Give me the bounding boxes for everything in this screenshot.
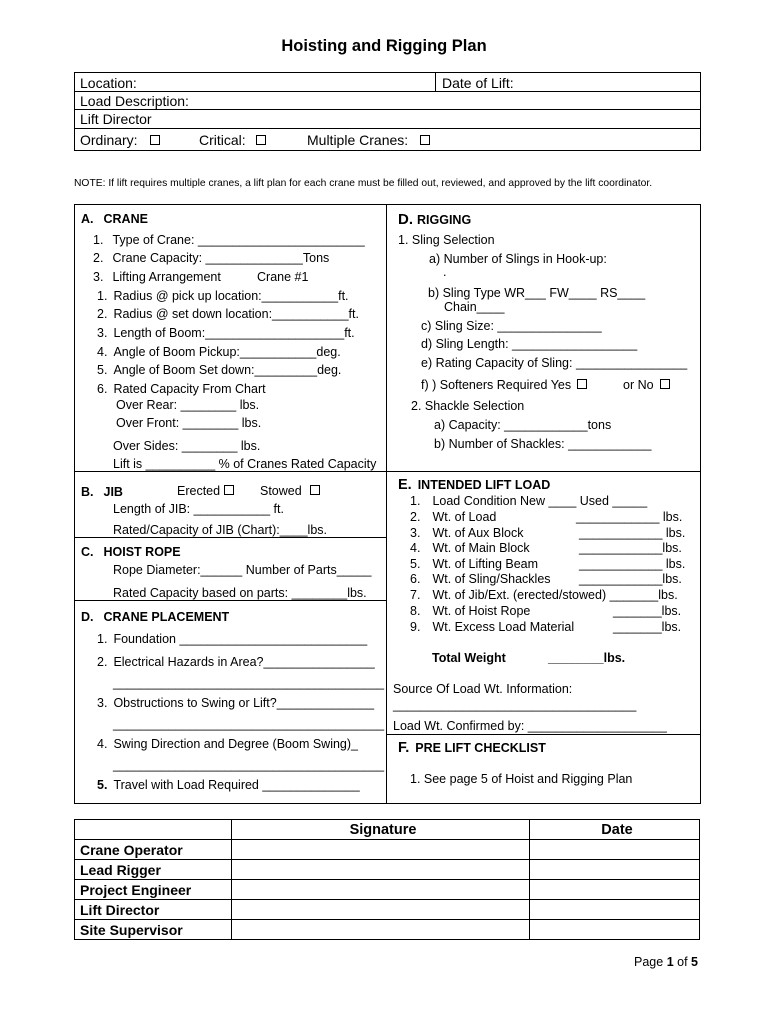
travel-with-load-item[interactable]: 5. Travel with Load Required ______________ — [97, 778, 360, 792]
lift-load-value[interactable]: ____________ lbs. — [579, 526, 686, 540]
electrical-hazards-blank[interactable]: _______________________________________ — [113, 676, 385, 690]
table-row — [75, 840, 700, 860]
rope-rated-capacity-field[interactable]: Rated Capacity based on parts: ________lbs. — [113, 586, 367, 600]
lift-load-item[interactable]: 9. Wt. Excess Load Material — [410, 620, 575, 634]
lift-load-item[interactable]: 5. Wt. of Lifting Beam — [410, 557, 539, 571]
softeners-no-checkbox[interactable] — [660, 379, 670, 389]
swing-direction-blank[interactable]: _______________________________________ — [113, 758, 385, 772]
lift-load-item[interactable]: 7. Wt. of Jib/Ext. (erected/stowed) _______lbs. — [410, 588, 678, 602]
obstructions-blank[interactable]: _______________________________________ — [113, 717, 385, 731]
sling-length-field[interactable]: d) Sling Length: __________________ — [421, 337, 638, 351]
lift-load-value[interactable]: ____________lbs. — [579, 541, 682, 555]
stowed-option[interactable]: Stowed — [260, 485, 320, 498]
source-of-load-weight-label: Source Of Load Wt. Information: — [393, 682, 573, 696]
signature-cell[interactable] — [232, 840, 530, 860]
hoist-rope-section-heading: C. HOIST ROPE — [81, 545, 181, 559]
crane-number-label: Crane #1 — [257, 270, 309, 284]
erected-option[interactable]: Erected — [177, 485, 234, 498]
table-row — [75, 860, 700, 880]
main-column-divider — [386, 204, 387, 804]
date-cell[interactable] — [530, 920, 700, 940]
table-row — [75, 900, 700, 920]
multiple-cranes-option[interactable] — [307, 133, 430, 147]
jib-rated-capacity-field[interactable]: Rated/Capacity of JIB (Chart):____lbs. — [113, 523, 327, 537]
electrical-hazards-item[interactable]: 2. Electrical Hazards in Area?________________ — [97, 655, 375, 669]
date-cell[interactable] — [530, 860, 700, 880]
role-label: Project Engineer — [75, 880, 232, 900]
source-of-load-weight-field[interactable]: ___________________________________ — [393, 698, 637, 712]
role-label: Site Supervisor — [75, 920, 232, 940]
location-field[interactable]: Location: — [80, 75, 137, 91]
rigging-section-heading: D. RIGGING — [398, 211, 472, 228]
date-cell[interactable] — [530, 840, 700, 860]
load-description-field[interactable]: Load Description: — [80, 93, 189, 109]
length-of-jib-field[interactable]: Length of JIB: ___________ ft. — [113, 502, 284, 516]
total-weight-label: Total Weight — [432, 651, 506, 665]
shackle-capacity-field[interactable]: a) Capacity: ____________tons — [434, 418, 612, 432]
length-of-boom-item[interactable]: 3. Length of Boom:____________________ft. — [97, 326, 355, 340]
jib-section-heading: B. JIB — [81, 485, 123, 499]
over-rear-field[interactable]: Over Rear: ________ lbs. — [116, 398, 260, 412]
ordinary-checkbox[interactable] — [150, 135, 160, 145]
date-of-lift-field[interactable]: Date of Lift: — [442, 75, 514, 91]
lift-load-value[interactable]: ____________ lbs. — [576, 510, 683, 524]
multiple-cranes-checkbox[interactable] — [420, 135, 430, 145]
erected-checkbox[interactable] — [224, 485, 234, 495]
date-cell[interactable] — [530, 880, 700, 900]
ordinary-label: Ordinary: — [80, 132, 138, 148]
lift-director-field[interactable]: Lift Director — [80, 111, 152, 127]
pre-lift-checklist-heading: F. PRE LIFT CHECKLIST — [398, 740, 546, 756]
number-of-shackles-field[interactable]: b) Number of Shackles: ____________ — [434, 437, 652, 451]
signature-cell[interactable] — [232, 860, 530, 880]
number-of-slings-field[interactable]: a) Number of Slings in Hook-up: — [429, 252, 607, 266]
sling-selection-item: 1. Sling Selection — [398, 233, 495, 247]
lift-load-item[interactable]: 6. Wt. of Sling/Shackles — [410, 572, 551, 586]
table-row — [75, 920, 700, 940]
critical-option[interactable] — [199, 133, 266, 147]
signature-cell[interactable] — [232, 900, 530, 920]
lifting-arrangement-item: 3. Lifting Arrangement — [93, 270, 221, 284]
over-sides-field[interactable]: Over Sides: ________ lbs. — [113, 439, 261, 453]
table-header-row — [75, 820, 700, 840]
lift-is-field[interactable]: Lift is __________ % of Cranes Rated Capacity — [113, 457, 377, 471]
softeners-yes-checkbox[interactable] — [577, 379, 587, 389]
rope-diameter-field[interactable]: Rope Diameter:______ Number of Parts_____ — [113, 563, 372, 577]
total-weight-field[interactable]: ________lbs. — [548, 651, 626, 665]
type-of-crane-item[interactable]: 1. Type of Crane: ________________________ — [93, 233, 365, 247]
swing-direction-item[interactable]: 4. Swing Direction and Degree (Boom Swing)_ — [97, 737, 358, 751]
lift-load-value[interactable]: ____________lbs. — [579, 572, 682, 586]
radius-setdown-item[interactable]: 2. Radius @ set down location:___________ft. — [97, 307, 359, 321]
lift-load-value[interactable]: _______lbs. — [613, 604, 682, 618]
sling-size-field[interactable]: c) Sling Size: _______________ — [421, 319, 602, 333]
sling-rating-capacity-field[interactable]: e) Rating Capacity of Sling: ________________ — [421, 356, 688, 370]
critical-checkbox[interactable] — [256, 135, 266, 145]
softeners-required-item[interactable]: f) ) Softeners Required Yes — [421, 379, 587, 392]
date-cell[interactable] — [530, 900, 700, 920]
radius-pickup-item[interactable]: 1. Radius @ pick up location:___________ft. — [97, 289, 349, 303]
signature-table — [74, 819, 700, 940]
signature-cell[interactable] — [232, 920, 530, 940]
lift-load-value[interactable]: _______lbs. — [613, 620, 682, 634]
critical-label: Critical: — [199, 132, 246, 148]
signature-column-header: Signature — [232, 820, 530, 840]
foundation-item[interactable]: 1. Foundation ___________________________ — [97, 632, 368, 646]
lift-load-item[interactable]: 8. Wt. of Hoist Rope — [410, 604, 531, 618]
lift-load-value[interactable]: ____________ lbs. — [579, 557, 686, 571]
multiple-cranes-note: NOTE: If lift requires multiple cranes, a lift plan for each crane must be filled out, reviewed, and approved by the lift coordinator. — [74, 178, 653, 189]
sling-type-field[interactable]: b) Sling Type WR___ FW____ RS____ — [428, 286, 646, 300]
stowed-checkbox[interactable] — [310, 485, 320, 495]
signature-cell[interactable] — [232, 880, 530, 900]
multiple-cranes-label: Multiple Cranes: — [307, 132, 409, 148]
role-label: Lead Rigger — [75, 860, 232, 880]
table-row — [75, 880, 700, 900]
angle-boom-pickup-item[interactable]: 4. Angle of Boom Pickup:___________deg. — [97, 345, 341, 359]
lift-load-item[interactable]: 2. Wt. of Load — [410, 510, 497, 524]
date-column-header: Date — [530, 820, 700, 840]
sling-chain-field[interactable]: Chain____ — [444, 300, 505, 314]
crane-placement-section-heading: D. CRANE PLACEMENT — [81, 610, 230, 624]
page-number: Page 1 of 5 — [634, 955, 698, 969]
rated-capacity-chart-item: 6. Rated Capacity From Chart — [97, 382, 266, 396]
slings-dot: . — [443, 265, 447, 279]
over-front-field[interactable]: Over Front: ________ lbs. — [116, 416, 262, 430]
role-label: Crane Operator — [75, 840, 232, 860]
softeners-no-option[interactable]: or No — [623, 379, 670, 392]
lift-load-item[interactable]: 1. Load Condition New ____ Used _____ — [410, 494, 648, 508]
lift-load-section-heading: E. INTENDED LIFT LOAD — [398, 477, 551, 493]
lift-load-item[interactable]: 4. Wt. of Main Block — [410, 541, 530, 555]
load-weight-confirmed-field[interactable]: Load Wt. Confirmed by: ____________________ — [393, 719, 667, 733]
obstructions-item[interactable]: 3. Obstructions to Swing or Lift?______________ — [97, 696, 375, 710]
shackle-selection-item: 2. Shackle Selection — [411, 399, 525, 413]
angle-boom-setdown-item[interactable]: 5. Angle of Boom Set down:_________deg. — [97, 363, 342, 377]
pre-lift-checklist-item: 1. See page 5 of Hoist and Rigging Plan — [410, 772, 633, 786]
lift-load-item[interactable]: 3. Wt. of Aux Block — [410, 526, 524, 540]
role-label: Lift Director — [75, 900, 232, 920]
crane-capacity-item[interactable]: 2. Crane Capacity: ______________Tons — [93, 251, 330, 265]
crane-section-heading: A. CRANE — [81, 212, 148, 226]
ordinary-option[interactable] — [80, 133, 160, 147]
page-title: Hoisting and Rigging Plan — [281, 37, 487, 55]
header-divider — [435, 72, 436, 91]
